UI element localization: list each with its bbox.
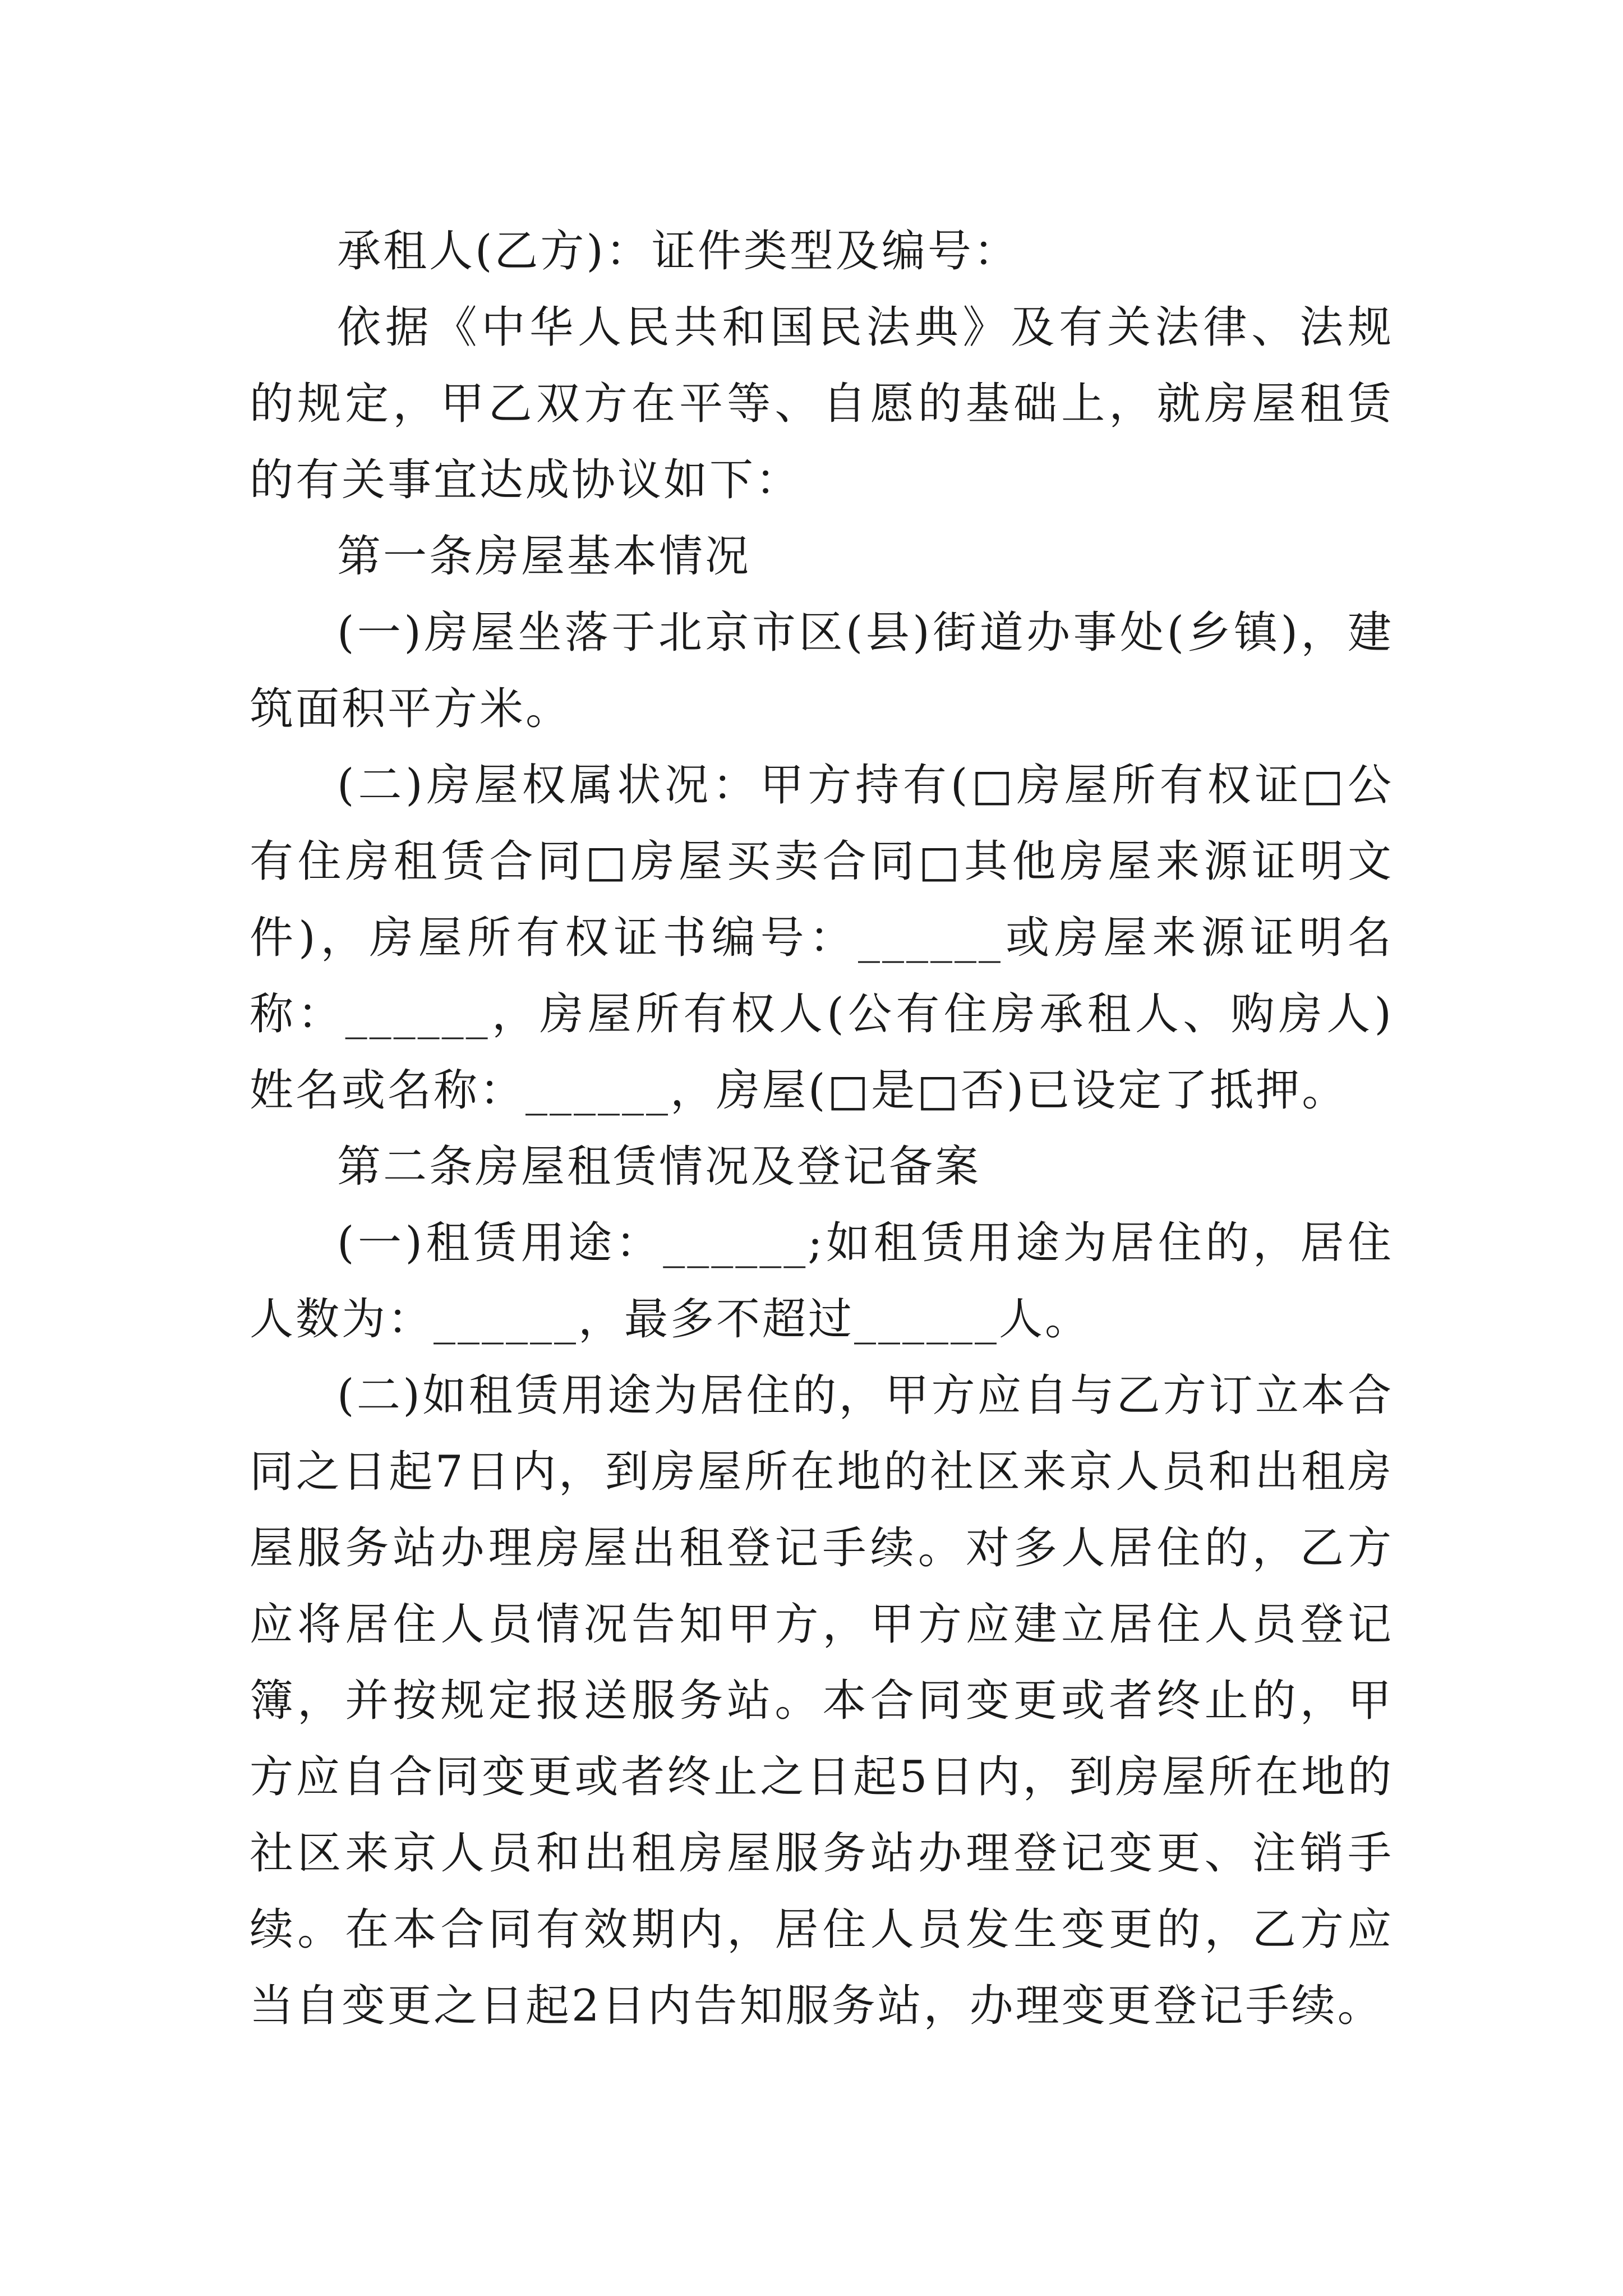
- paragraph-legal-basis: 依据《中华人民共和国民法典》及有关法律、法规的规定，甲乙双方在平等、自愿的基础上，就房屋租赁的有关事宜达成协议如下：: [250, 302, 1394, 505]
- paragraph-house-location: (一)房屋坐落于北京市区(县)街道办事处(乡镇)，建筑面积平方米。: [250, 608, 1394, 734]
- paragraph-lessee-id: 承租人(乙方)：证件类型及编号：: [337, 226, 1020, 277]
- document-body: [250, 213, 1394, 2044]
- paragraph-registration: (二)如租赁用途为居住的，甲方应自与乙方订立本合同之日起7日内，到房屋所在地的社区来京人员和出租房屋服务站办理房屋出租登记手续。对多人居住的，乙方应将居住人员情况告知甲方，甲方应建立居住人员登记簿，并按规定报送服务站。本合同变更或者终止的，甲方应自合同变更或者终止之日起5日内，到房屋所在地的社区来京人员和出租房屋服务站办理登记变更、注销手续。在本合同有效期内，居住人员发生变更的，乙方应当自变更之日起2日内告知服务站，办理变更登记手续。: [250, 1370, 1394, 2031]
- paragraph-ownership-status: (二)房屋权属状况：甲方持有(□房屋所有权证□公有住房租赁合同□房屋买卖合同□其他房屋来源证明文件)，房屋所有权证书编号：______或房屋来源证明名称：______，房屋所有权人(公有住房承租人、购房人)姓名或名称：______，房屋(□是□否)已设定了抵押。: [250, 760, 1394, 1116]
- paragraph-lease-purpose: (一)租赁用途：______;如租赁用途为居住的，居住人数为：______，最多不超过______人。: [250, 1218, 1394, 1345]
- heading-article-2: 第二条房屋租赁情况及登记备案: [337, 1142, 981, 1192]
- heading-article-1: 第一条房屋基本情况: [337, 531, 751, 582]
